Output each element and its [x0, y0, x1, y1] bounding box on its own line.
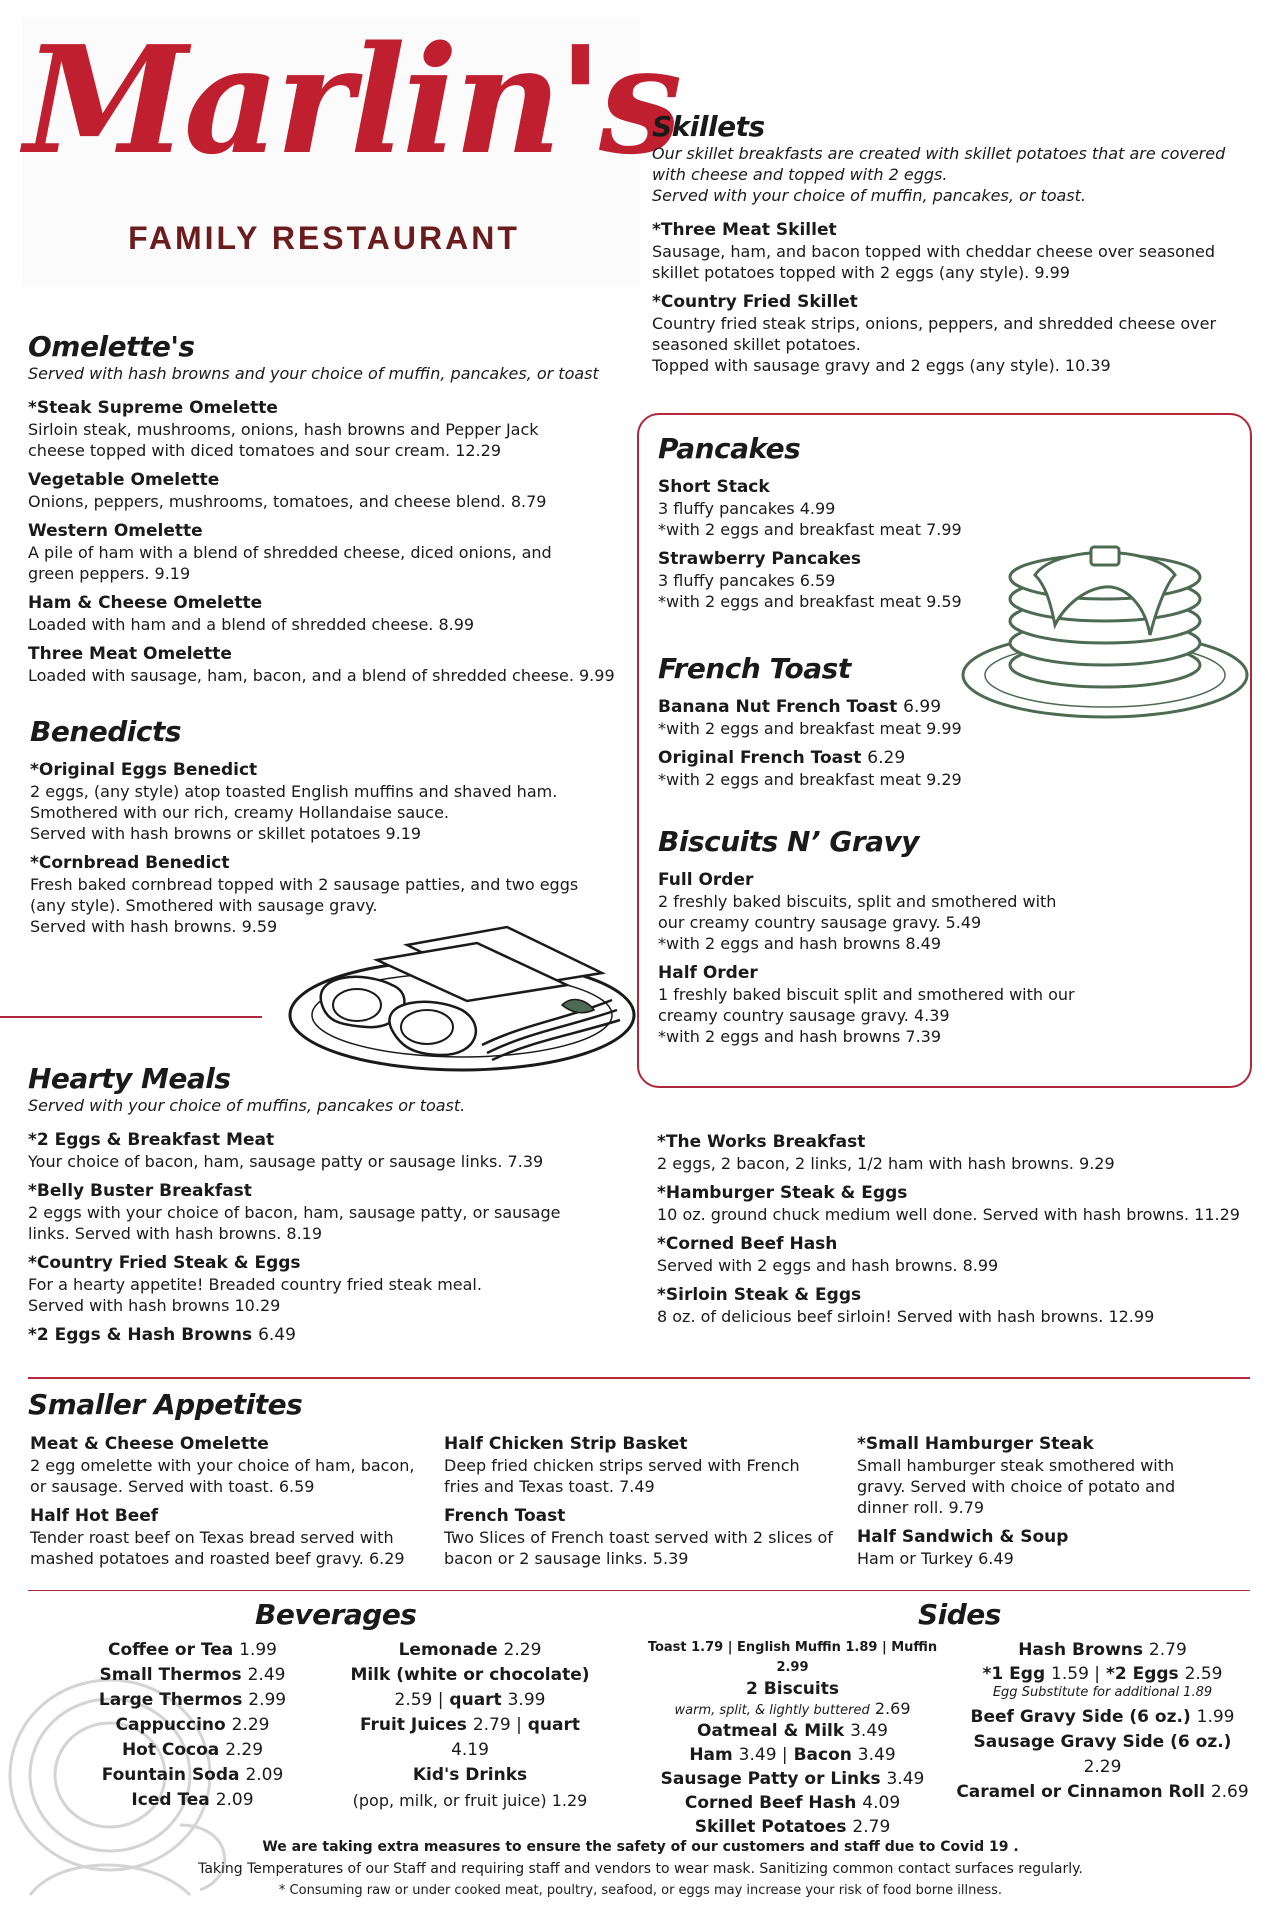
- item-desc: Your choice of bacon, ham, sausage patty or sausage links. 7.39: [28, 1152, 544, 1171]
- item-name: Three Meat Omelette: [28, 644, 232, 664]
- item-desc: Fresh baked cornbread topped with 2 sausage patties, and two eggs: [30, 875, 579, 894]
- restaurant-subtitle: FAMILY RESTAURANT: [128, 220, 520, 256]
- skillets-section: [652, 110, 1252, 385]
- side-note: warm, split, & lightly buttered: [674, 1703, 870, 1718]
- beverage-item: [70, 1763, 315, 1788]
- sides-title: Sides: [918, 1598, 1001, 1631]
- beverage-size: quart: [449, 1690, 502, 1710]
- item-desc: *with 2 eggs and hash browns 7.39: [658, 1027, 942, 1046]
- side-name: Ham: [689, 1745, 733, 1765]
- item-name: Original French Toast: [658, 748, 862, 768]
- item-desc: For a hearty appetite! Breaded country fried steak meal.: [28, 1275, 482, 1294]
- menu-item: [28, 1253, 628, 1316]
- item-name: *Country Fried Skillet: [652, 292, 858, 312]
- item-name: Vegetable Omelette: [28, 470, 220, 490]
- pancakes-title: Pancakes: [658, 432, 801, 465]
- item-desc: Sirloin steak, mushrooms, onions, hash browns and Pepper Jack: [28, 420, 539, 439]
- item-desc: *with 2 eggs and breakfast meat 9.99: [658, 719, 962, 738]
- side-name: Caramel or Cinnamon Roll: [956, 1782, 1205, 1802]
- side-item: [640, 1791, 945, 1815]
- smaller-col-3: [857, 1434, 1247, 1578]
- side-item: [955, 1638, 1250, 1663]
- omelettes-section: [28, 330, 638, 695]
- beverage-name: Fruit Juices: [360, 1715, 467, 1735]
- menu-item: [30, 1506, 420, 1569]
- menu-item: [657, 1132, 1257, 1174]
- menu-item: [652, 220, 1252, 283]
- side-price: 3.49 |: [738, 1745, 788, 1765]
- restaurant-logo: Marlin's: [24, 13, 679, 187]
- item-desc: Small hamburger steak smothered with: [857, 1456, 1175, 1475]
- menu-item: [658, 870, 1138, 954]
- beverages-title: Beverages: [255, 1598, 417, 1631]
- beverage-price: 2.59 |: [394, 1690, 444, 1710]
- beverage-name: Lemonade: [398, 1640, 498, 1660]
- beverage-item: [70, 1713, 315, 1738]
- item-desc: 10 oz. ground chuck medium well done. Served with hash browns. 11.29: [657, 1205, 1240, 1224]
- side-item: [640, 1743, 945, 1767]
- beverage-name: Kid's Drinks: [412, 1765, 528, 1785]
- item-name: *Steak Supreme Omelette: [28, 398, 278, 418]
- item-desc: *with 2 eggs and hash browns 8.49: [658, 934, 942, 953]
- item-desc: 1 freshly baked biscuit split and smothered with our: [658, 985, 1075, 1004]
- item-desc: Deep fried chicken strips served with French: [444, 1456, 800, 1475]
- consumption-warning: * Consuming raw or under cooked meat, poultry, seafood, or eggs may increase your risk of food borne illness.: [278, 1883, 1003, 1898]
- side-price: 2.69: [1210, 1782, 1249, 1802]
- side-price: 2.59: [1184, 1664, 1223, 1684]
- side-name: Beef Gravy Side (6 oz.): [970, 1707, 1191, 1727]
- beverage-item: [70, 1663, 315, 1688]
- menu-item: [30, 760, 640, 844]
- item-name: Full Order: [658, 870, 754, 890]
- side-name: *2 Eggs: [1105, 1664, 1179, 1684]
- beverages-col-1: [70, 1638, 315, 1813]
- side-item: [955, 1730, 1250, 1780]
- item-desc: 2 eggs, (any style) atop toasted English muffins and shaved ham.: [30, 782, 558, 801]
- item-desc: (any style). Smothered with sausage gravy.: [30, 896, 378, 915]
- item-name: *Corned Beef Hash: [657, 1234, 838, 1254]
- item-desc: skillet potatoes topped with 2 eggs (any style). 9.99: [652, 263, 1070, 282]
- side-name: Sausage Gravy Side (6 oz.): [973, 1732, 1232, 1752]
- skillets-title: Skillets: [652, 110, 765, 143]
- skillets-desc: with cheese and topped with 2 eggs.: [652, 165, 948, 184]
- menu-item: [28, 521, 638, 584]
- skillets-desc: Our skillet breakfasts are created with skillet potatoes that are covered: [652, 144, 1226, 163]
- side-name: Hash Browns: [1018, 1640, 1143, 1660]
- menu-item: [444, 1434, 864, 1497]
- benedicts-section: [30, 715, 640, 946]
- beverage-desc: (pop, milk, or fruit juice) 1.29: [352, 1791, 588, 1810]
- menu-item: [30, 1434, 420, 1497]
- section-divider: [28, 1590, 1250, 1591]
- benedicts-title: Benedicts: [30, 715, 182, 748]
- item-desc: mashed potatoes and roasted beef gravy. 6.29: [30, 1549, 405, 1568]
- beverage-price: 2.09: [215, 1790, 254, 1810]
- beverage-price: 2.49: [247, 1665, 286, 1685]
- menu-item: [28, 398, 638, 461]
- beverage-item: [70, 1688, 315, 1713]
- item-name: *Small Hamburger Steak: [857, 1434, 1094, 1454]
- menu-item: [657, 1285, 1257, 1327]
- item-desc: creamy country sausage gravy. 4.39: [658, 1006, 950, 1025]
- item-name: Strawberry Pancakes: [658, 549, 862, 569]
- side-price: 1.59 |: [1051, 1664, 1101, 1684]
- item-desc: Served with hash browns 10.29: [28, 1296, 281, 1315]
- side-price: 4.09: [862, 1793, 901, 1813]
- hearty-title: Hearty Meals: [28, 1062, 231, 1095]
- item-desc: dinner roll. 9.79: [857, 1498, 985, 1517]
- side-name: Sausage Patty or Links: [660, 1769, 881, 1789]
- item-name: Meat & Cheese Omelette: [30, 1434, 269, 1454]
- side-item: [955, 1705, 1250, 1730]
- item-name: *Belly Buster Breakfast: [28, 1181, 252, 1201]
- item-name: *Three Meat Skillet: [652, 220, 837, 240]
- item-desc: 8 oz. of delicious beef sirloin! Served with hash browns. 12.99: [657, 1307, 1155, 1326]
- item-name: Banana Nut French Toast: [658, 697, 898, 717]
- item-name: *2 Eggs & Hash Browns: [28, 1325, 253, 1345]
- beverage-name: Milk (white or chocolate): [350, 1665, 590, 1685]
- biscuits-title: Biscuits N’ Gravy: [658, 825, 920, 858]
- side-note: Egg Substitute for additional 1.89: [992, 1685, 1213, 1700]
- side-item: [640, 1767, 945, 1791]
- hearty-meals-right: [657, 1132, 1257, 1336]
- item-name: Western Omelette: [28, 521, 203, 541]
- menu-item: [652, 292, 1252, 376]
- beverage-name: Small Thermos: [99, 1665, 242, 1685]
- safety-notice: Taking Temperatures of our Staff and requiring staff and vendors to wear mask. Sanitizing common contact surfaces regularly.: [198, 1861, 1083, 1877]
- section-divider: [0, 1016, 262, 1018]
- beverage-price: 3.99: [507, 1690, 546, 1710]
- item-desc: Sausage, ham, and bacon topped with cheddar cheese over seasoned: [652, 242, 1216, 261]
- menu-item: [28, 470, 638, 512]
- item-desc: fries and Texas toast. 7.49: [444, 1477, 655, 1496]
- beverages-col-2: [340, 1638, 600, 1813]
- item-name: *Country Fried Steak & Eggs: [28, 1253, 301, 1273]
- item-name: Short Stack: [658, 477, 770, 497]
- omelettes-title: Omelette's: [28, 330, 195, 363]
- item-desc: Loaded with sausage, ham, bacon, and a blend of shredded cheese. 9.99: [28, 666, 615, 685]
- item-desc: A pile of ham with a blend of shredded cheese, diced onions, and: [28, 543, 552, 562]
- item-name: *Hamburger Steak & Eggs: [657, 1183, 908, 1203]
- beverage-name: Cappuccino: [115, 1715, 226, 1735]
- item-desc: 2 eggs, 2 bacon, 2 links, 1/2 ham with hash browns. 9.29: [657, 1154, 1115, 1173]
- side-price: 3.49: [886, 1769, 925, 1789]
- beverage-item: [340, 1638, 600, 1663]
- beverage-name: Fountain Soda: [101, 1765, 240, 1785]
- side-price: 3.49: [850, 1721, 888, 1741]
- item-desc: Topped with sausage gravy and 2 eggs (any style). 10.39: [652, 356, 1111, 375]
- item-desc: Served with hash browns or skillet potatoes 9.19: [30, 824, 422, 843]
- french-toast-title: French Toast: [658, 652, 851, 685]
- item-desc: cheese topped with diced tomatoes and sour cream. 12.29: [28, 441, 501, 460]
- item-name: *Sirloin Steak & Eggs: [657, 1285, 862, 1305]
- omelettes-subtitle: Served with hash browns and your choice of muffin, pancakes, or toast: [28, 364, 599, 383]
- menu-item: [658, 697, 1078, 739]
- beverage-size: quart: [527, 1715, 580, 1735]
- beverage-price: 2.09: [245, 1765, 284, 1785]
- beverage-price: 2.99: [248, 1690, 287, 1710]
- side-name: *1 Egg: [982, 1664, 1046, 1684]
- item-desc: Served with 2 eggs and hash browns. 8.99: [657, 1256, 999, 1275]
- menu-item: [857, 1527, 1247, 1569]
- beverage-price: 2.29: [503, 1640, 542, 1660]
- menu-item: [28, 1130, 628, 1172]
- smaller-col-2: [444, 1434, 864, 1578]
- side-name: Oatmeal & Milk: [697, 1721, 845, 1741]
- side-name: 2 Biscuits: [746, 1679, 839, 1699]
- side-item: [640, 1719, 945, 1743]
- menu-item: [658, 748, 1078, 790]
- item-desc: or sausage. Served with toast. 6.59: [30, 1477, 315, 1496]
- item-name: *2 Eggs & Breakfast Meat: [28, 1130, 275, 1150]
- item-desc: Two Slices of French toast served with 2 slices of: [444, 1528, 833, 1547]
- beverage-price: 4.19: [451, 1740, 489, 1760]
- menu-item: [28, 644, 638, 686]
- covid-notice: We are taking extra measures to ensure the safety of our customers and staff due to Covid 19 .: [262, 1839, 1019, 1855]
- item-desc: Served with hash browns. 9.59: [30, 917, 278, 936]
- smaller-col-1: [30, 1434, 420, 1578]
- toast-prices: Toast 1.79 | English Muffin 1.89 | Muffin 2.99: [647, 1640, 938, 1675]
- item-desc: 2 eggs with your choice of bacon, ham, sausage patty, or sausage: [28, 1203, 561, 1222]
- item-name: Half Sandwich & Soup: [857, 1527, 1069, 1547]
- item-name: *Cornbread Benedict: [30, 853, 230, 873]
- item-price: 6.49: [258, 1325, 296, 1345]
- side-name: Corned Beef Hash: [684, 1793, 857, 1813]
- skillets-desc: Served with your choice of muffin, pancakes, or toast.: [652, 186, 1086, 205]
- item-price: 6.99: [903, 697, 942, 717]
- side-price: 3.49: [857, 1745, 896, 1765]
- item-desc: Ham or Turkey 6.49: [857, 1549, 1014, 1568]
- beverage-price: 2.79 |: [472, 1715, 522, 1735]
- item-name: Half Order: [658, 963, 758, 983]
- menu-item: [28, 1181, 628, 1244]
- item-desc: bacon or 2 sausage links. 5.39: [444, 1549, 689, 1568]
- item-desc: 2 freshly baked biscuits, split and smothered with: [658, 892, 1057, 911]
- biscuits-section: [658, 825, 1138, 1056]
- beverage-name: Large Thermos: [98, 1690, 243, 1710]
- item-desc: 2 egg omelette with your choice of ham, bacon,: [30, 1456, 415, 1475]
- item-name: French Toast: [444, 1506, 566, 1526]
- side-name: Bacon: [793, 1745, 852, 1765]
- side-price: 2.29: [1083, 1757, 1122, 1777]
- beverage-item: [70, 1738, 315, 1763]
- hearty-meals-section: [28, 1062, 628, 1355]
- item-desc: *with 2 eggs and breakfast meat 9.29: [658, 770, 962, 789]
- menu-item: [658, 963, 1138, 1047]
- item-name: *Original Eggs Benedict: [30, 760, 258, 780]
- item-desc: Country fried steak strips, onions, peppers, and shredded cheese over: [652, 314, 1217, 333]
- beverage-price: 1.99: [239, 1640, 277, 1660]
- item-desc: gravy. Served with choice of potato and: [857, 1477, 1176, 1496]
- item-desc: Onions, peppers, mushrooms, tomatoes, and cheese blend. 8.79: [28, 492, 547, 511]
- beverage-item: [340, 1713, 600, 1763]
- item-desc: *with 2 eggs and breakfast meat 7.99: [658, 520, 962, 539]
- item-desc: links. Served with hash browns. 8.19: [28, 1224, 323, 1243]
- side-item: [955, 1663, 1250, 1685]
- side-price: 1.99: [1196, 1707, 1235, 1727]
- beverage-price: 2.29: [231, 1715, 270, 1735]
- item-desc: our creamy country sausage gravy. 5.49: [658, 913, 982, 932]
- side-price: 2.69: [874, 1699, 911, 1718]
- menu-item: [28, 593, 638, 635]
- side-name: Skillet Potatoes: [694, 1817, 847, 1837]
- menu-item: [657, 1234, 1257, 1276]
- side-item: [955, 1780, 1250, 1805]
- item-desc: seasoned skillet potatoes.: [652, 335, 861, 354]
- item-name: *The Works Breakfast: [657, 1132, 866, 1152]
- menu-item: [657, 1183, 1257, 1225]
- beverage-item: [340, 1688, 600, 1713]
- beverage-item: [70, 1788, 315, 1813]
- footer: [0, 1836, 1281, 1902]
- hearty-subtitle: Served with your choice of muffins, pancakes or toast.: [28, 1096, 466, 1115]
- beverage-item: [70, 1638, 315, 1663]
- item-price: 6.29: [867, 748, 906, 768]
- side-price: 2.79: [1148, 1640, 1187, 1660]
- french-toast-section: [658, 652, 1078, 799]
- item-name: Half Hot Beef: [30, 1506, 159, 1526]
- side-price: 2.79: [852, 1817, 891, 1837]
- item-desc: green peppers. 9.19: [28, 564, 191, 583]
- item-desc: Smothered with our rich, creamy Hollandaise sauce.: [30, 803, 450, 822]
- menu-item: [444, 1506, 864, 1569]
- item-desc: 3 fluffy pancakes 6.59: [658, 571, 836, 590]
- beverage-price: 2.29: [225, 1740, 264, 1760]
- sides-col-2: [955, 1638, 1250, 1805]
- menu-item: [28, 1325, 628, 1346]
- item-desc: Tender roast beef on Texas bread served with: [30, 1528, 394, 1547]
- smaller-title: Smaller Appetites: [28, 1388, 303, 1421]
- sides-col-1: [640, 1638, 945, 1839]
- beverage-name: Hot Cocoa: [121, 1740, 220, 1760]
- item-desc: *with 2 eggs and breakfast meat 9.59: [658, 592, 962, 611]
- eggs-toast-bacon-illustration: [282, 915, 642, 1080]
- beverage-name: Coffee or Tea: [107, 1640, 234, 1660]
- item-desc: 3 fluffy pancakes 4.99: [658, 499, 836, 518]
- item-desc: Loaded with ham and a blend of shredded cheese. 8.99: [28, 615, 475, 634]
- beverage-name: Iced Tea: [131, 1790, 210, 1810]
- menu-item: [857, 1434, 1247, 1518]
- item-name: Ham & Cheese Omelette: [28, 593, 263, 613]
- item-name: Half Chicken Strip Basket: [444, 1434, 688, 1454]
- section-divider: [28, 1377, 1250, 1379]
